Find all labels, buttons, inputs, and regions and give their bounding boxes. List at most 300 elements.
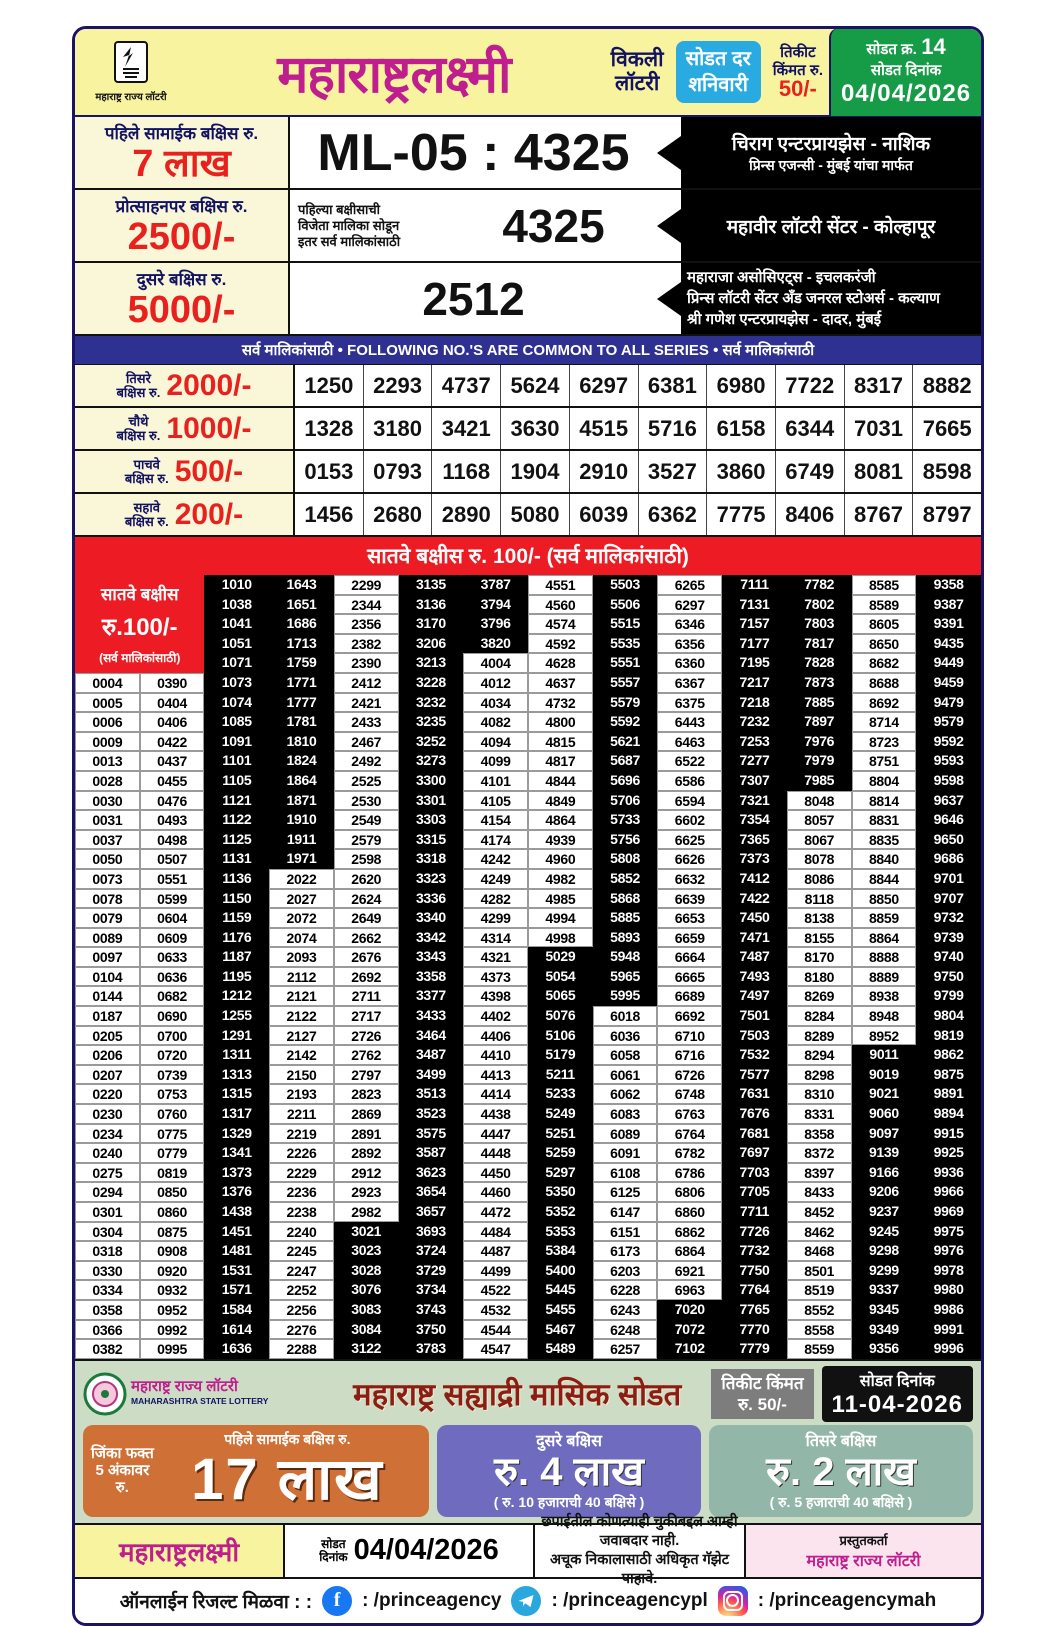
prize-100-number: 7232 bbox=[722, 712, 787, 732]
prize-100-number: 3136 bbox=[399, 595, 464, 615]
prize-100-number: 3023 bbox=[334, 1241, 399, 1261]
prize-100-number: 8269 bbox=[787, 986, 852, 1006]
prize-100-number: 7218 bbox=[722, 693, 787, 713]
prize-100-number: 0507 bbox=[140, 849, 205, 869]
draw-day-box: सोडत दर शनिवारी bbox=[676, 41, 761, 103]
prize-100-number: 7726 bbox=[722, 1222, 787, 1242]
footer-presenter: प्रस्तुतकर्ता महाराष्ट्र राज्य लॉटरी bbox=[746, 1525, 981, 1577]
winning-number: 8797 bbox=[913, 494, 981, 535]
winning-number: 0153 bbox=[295, 451, 364, 492]
prize-100-number: 4849 bbox=[528, 791, 593, 811]
prize-100-number: 5445 bbox=[528, 1280, 593, 1300]
prize-100-number: 8170 bbox=[787, 947, 852, 967]
prize-100-number: 8835 bbox=[852, 830, 917, 850]
prize-100-number: 4450 bbox=[463, 1163, 528, 1183]
online-result-label: ऑनलाईन रिजल्ट मिळवा : : bbox=[119, 1591, 313, 1613]
prize-100-number: 8289 bbox=[787, 1026, 852, 1046]
prize-100-number: 8057 bbox=[787, 810, 852, 830]
common-prize-row bbox=[75, 451, 981, 494]
prize-100-number: 0230 bbox=[75, 1104, 140, 1124]
prize-100-number: 9750 bbox=[916, 967, 981, 987]
prize-100-number: 9976 bbox=[916, 1241, 981, 1261]
prize-100-number: 7828 bbox=[787, 653, 852, 673]
prize-100-number: 4174 bbox=[463, 830, 528, 850]
prize-100-number: 7782 bbox=[787, 575, 852, 595]
prize-100-number: 6257 bbox=[593, 1339, 658, 1359]
lottery-result-sheet bbox=[72, 26, 984, 1626]
prize-100-number: 8751 bbox=[852, 751, 917, 771]
seventh-prize-label: सातवे बक्षीस रु.100/- (सर्व मालिकांसाठी) bbox=[75, 575, 204, 673]
telegram-handle[interactable]: : /princeagencypl bbox=[551, 1589, 708, 1611]
prize-100-number: 1091 bbox=[204, 732, 269, 752]
consolation-prize-number: 4325 bbox=[502, 199, 605, 252]
prize-100-number: 7577 bbox=[722, 1065, 787, 1085]
prize-100-number: 8585 bbox=[852, 575, 917, 595]
prize-100-number: 1643 bbox=[269, 575, 334, 595]
page-title: महाराष्ट्रलक्ष्मी bbox=[277, 45, 511, 104]
prize-100-number: 0952 bbox=[140, 1300, 205, 1320]
prize-100-number: 8850 bbox=[852, 889, 917, 909]
prize-100-number: 7450 bbox=[722, 908, 787, 928]
prize-100-number: 0599 bbox=[140, 889, 205, 909]
prize-100-number: 8397 bbox=[787, 1163, 852, 1183]
prize-100-number: 5557 bbox=[593, 673, 658, 693]
prize-100-number: 6864 bbox=[657, 1241, 722, 1261]
prize-100-number: 5353 bbox=[528, 1222, 593, 1242]
facebook-icon[interactable]: f bbox=[322, 1586, 352, 1616]
prize-100-number: 0404 bbox=[140, 693, 205, 713]
prize-100-number: 4373 bbox=[463, 967, 528, 987]
prize-100-number: 4099 bbox=[463, 751, 528, 771]
prize-100-number: 4982 bbox=[528, 869, 593, 889]
prize-100-number: 1291 bbox=[204, 1026, 269, 1046]
prize-100-number: 8067 bbox=[787, 830, 852, 850]
prize-100-number: 3693 bbox=[399, 1222, 464, 1242]
prize-100-number: 5852 bbox=[593, 869, 658, 889]
prize-100-number: 0006 bbox=[75, 712, 140, 732]
winning-number: 3527 bbox=[639, 451, 708, 492]
prize-100-number: 9593 bbox=[916, 751, 981, 771]
prize-100-number: 2923 bbox=[334, 1182, 399, 1202]
prize-100-number: 0206 bbox=[75, 1045, 140, 1065]
prize-100-number: 0318 bbox=[75, 1241, 140, 1261]
prize-100-number: 1136 bbox=[204, 869, 269, 889]
prize-100-number: 0690 bbox=[140, 1006, 205, 1026]
prize-100-number: 1571 bbox=[204, 1280, 269, 1300]
prize-100-number: 0992 bbox=[140, 1320, 205, 1340]
prize-100-number: 5687 bbox=[593, 751, 658, 771]
prize-100-number: 6665 bbox=[657, 967, 722, 987]
prize-100-number: 4472 bbox=[463, 1202, 528, 1222]
prize-100-number: 9875 bbox=[916, 1065, 981, 1085]
prize-100-number: 5621 bbox=[593, 732, 658, 752]
winning-number: 5716 bbox=[639, 408, 708, 449]
prize-100-number: 4154 bbox=[463, 810, 528, 830]
prize-100-number: 6860 bbox=[657, 1202, 722, 1222]
prize-100-number: 3340 bbox=[399, 908, 464, 928]
prize-100-number: 4105 bbox=[463, 791, 528, 811]
prize-100-number: 9936 bbox=[916, 1163, 981, 1183]
prize-100-number: 8284 bbox=[787, 1006, 852, 1026]
monthly-draw-promo bbox=[75, 1359, 981, 1523]
prize-100-number: 9991 bbox=[916, 1320, 981, 1340]
prize-100-number: 8519 bbox=[787, 1280, 852, 1300]
prize-100-number: 4321 bbox=[463, 947, 528, 967]
prize-100-number: 2579 bbox=[334, 830, 399, 850]
prize-100-number: 8294 bbox=[787, 1045, 852, 1065]
prize-100-number: 6367 bbox=[657, 673, 722, 693]
prize-100-number: 6639 bbox=[657, 889, 722, 909]
prize-100-number: 9021 bbox=[852, 1084, 917, 1104]
prize-100-number: 4499 bbox=[463, 1261, 528, 1281]
prize-100-number: 9986 bbox=[916, 1300, 981, 1320]
prize-100-number: 5868 bbox=[593, 889, 658, 909]
prize-100-number: 8552 bbox=[787, 1300, 852, 1320]
prize-100-number: 7897 bbox=[787, 712, 852, 732]
prize-100-number: 3657 bbox=[399, 1202, 464, 1222]
prize-100-number: 2726 bbox=[334, 1026, 399, 1046]
prize-100-number: 4544 bbox=[463, 1320, 528, 1340]
prize-100-number: 8501 bbox=[787, 1261, 852, 1281]
prize-100-number: 7253 bbox=[722, 732, 787, 752]
prize-100-number: 9245 bbox=[852, 1222, 917, 1242]
prize-100-number: 8864 bbox=[852, 928, 917, 948]
prize-100-number: 2299 bbox=[334, 575, 399, 595]
common-prize-label: पाचवे बक्षिस रु. 500/- bbox=[75, 451, 295, 492]
state-lottery-seal-icon bbox=[83, 1372, 127, 1416]
prize-100-number: 8468 bbox=[787, 1241, 852, 1261]
prize-100-number: 5535 bbox=[593, 634, 658, 654]
prize-100-number: 3654 bbox=[399, 1182, 464, 1202]
prize-100-number: 5885 bbox=[593, 908, 658, 928]
prize-100-number: 1777 bbox=[269, 693, 334, 713]
prize-100-number: 9707 bbox=[916, 889, 981, 909]
prize-100-number: 2692 bbox=[334, 967, 399, 987]
prize-100-number: 1864 bbox=[269, 771, 334, 791]
instagram-icon[interactable] bbox=[718, 1586, 748, 1616]
arrow-left-icon bbox=[657, 209, 681, 243]
prize-100-number: 0920 bbox=[140, 1261, 205, 1281]
prize-100-number: 4460 bbox=[463, 1182, 528, 1202]
prize-100-number: 5579 bbox=[593, 693, 658, 713]
prize-100-number: 1074 bbox=[204, 693, 269, 713]
prize-100-number: 2093 bbox=[269, 947, 334, 967]
prize-100-number: 2620 bbox=[334, 869, 399, 889]
prize-100-number: 4960 bbox=[528, 849, 593, 869]
prize-100-number: 9978 bbox=[916, 1261, 981, 1281]
prize-100-number: 2356 bbox=[334, 614, 399, 634]
prize-100-number: 1810 bbox=[269, 732, 334, 752]
logo-caption: महाराष्ट्र राज्य लॉटरी bbox=[95, 92, 167, 103]
prize-100-number: 9686 bbox=[916, 849, 981, 869]
prize-100-number: 2247 bbox=[269, 1261, 334, 1281]
prize-100-number: 7765 bbox=[722, 1300, 787, 1320]
prize-100-number: 5076 bbox=[528, 1006, 593, 1026]
prize-100-number: 8078 bbox=[787, 849, 852, 869]
prize-100-number: 1051 bbox=[204, 634, 269, 654]
prize-100-number: 9097 bbox=[852, 1124, 917, 1144]
prize-100-number: 4939 bbox=[528, 830, 593, 850]
prize-100-number: 5400 bbox=[528, 1261, 593, 1281]
prize-100-number: 4249 bbox=[463, 869, 528, 889]
prize-100-number: 2219 bbox=[269, 1124, 334, 1144]
prize-100-number: 7354 bbox=[722, 810, 787, 830]
prize-100-number: 4815 bbox=[528, 732, 593, 752]
prize-100-number: 4998 bbox=[528, 928, 593, 948]
prize-100-number: 1614 bbox=[204, 1320, 269, 1340]
prize-100-number: 1159 bbox=[204, 908, 269, 928]
prize-100-number: 0089 bbox=[75, 928, 140, 948]
prize-100-number: 1584 bbox=[204, 1300, 269, 1320]
prize-100-number: 9435 bbox=[916, 634, 981, 654]
prize-100-number: 7365 bbox=[722, 830, 787, 850]
prize-100-number: 0330 bbox=[75, 1261, 140, 1281]
prize-100-number: 5259 bbox=[528, 1143, 593, 1163]
prize-100-number: 0476 bbox=[140, 791, 205, 811]
prize-100-number: 7471 bbox=[722, 928, 787, 948]
prize-100-number: 1187 bbox=[204, 947, 269, 967]
prize-100-number: 7217 bbox=[722, 673, 787, 693]
prize-100-number: 1911 bbox=[269, 830, 334, 850]
prize-100-number: 3170 bbox=[399, 614, 464, 634]
prize-100-number: 0144 bbox=[75, 986, 140, 1006]
prize-100-number: 6265 bbox=[657, 575, 722, 595]
prize-100-number: 6626 bbox=[657, 849, 722, 869]
prize-100-number: 4592 bbox=[528, 634, 593, 654]
prize-100-number: 5706 bbox=[593, 791, 658, 811]
state-lottery-logo bbox=[79, 39, 183, 105]
prize-100-number: 4398 bbox=[463, 986, 528, 1006]
prize-100-number: 7802 bbox=[787, 595, 852, 615]
prize-100-number: 9739 bbox=[916, 928, 981, 948]
prize-100-number: 5965 bbox=[593, 967, 658, 987]
prize-100-number: 0240 bbox=[75, 1143, 140, 1163]
prize-100-number: 0700 bbox=[140, 1026, 205, 1046]
prize-100-number: 7501 bbox=[722, 1006, 787, 1026]
prize-100-number: 0205 bbox=[75, 1026, 140, 1046]
prize-100-number: 8048 bbox=[787, 791, 852, 811]
prize-100-number: 0207 bbox=[75, 1065, 140, 1085]
prize-100-number: 5995 bbox=[593, 986, 658, 1006]
consolation-prize-number-cell bbox=[290, 190, 681, 261]
prize-100-number: 4410 bbox=[463, 1045, 528, 1065]
prize-100-number: 7177 bbox=[722, 634, 787, 654]
prize-100-number: 7985 bbox=[787, 771, 852, 791]
prize-100-number: 5515 bbox=[593, 614, 658, 634]
prize-100-number: 3377 bbox=[399, 986, 464, 1006]
prize-100-number: 8889 bbox=[852, 967, 917, 987]
prize-100-number: 9166 bbox=[852, 1163, 917, 1183]
prize-100-number: 9387 bbox=[916, 595, 981, 615]
prize-100-number: 8688 bbox=[852, 673, 917, 693]
prize-100-number: 2912 bbox=[334, 1163, 399, 1183]
prize-100-number: 4800 bbox=[528, 712, 593, 732]
prize-100-number: 3358 bbox=[399, 967, 464, 987]
winning-number: 8317 bbox=[845, 365, 914, 406]
prize-100-number: 3083 bbox=[334, 1300, 399, 1320]
prize-100-number: 8559 bbox=[787, 1339, 852, 1359]
prize-100-number: 2982 bbox=[334, 1202, 399, 1222]
prize-100-number: 9298 bbox=[852, 1241, 917, 1261]
footer-draw-date: सोडत दिनांक 04/04/2026 bbox=[285, 1525, 535, 1577]
prize-100-number: 3729 bbox=[399, 1261, 464, 1281]
prize-100-number: 3300 bbox=[399, 771, 464, 791]
prize-100-number: 9740 bbox=[916, 947, 981, 967]
prize-100-number: 0932 bbox=[140, 1280, 205, 1300]
prize-100-number: 1317 bbox=[204, 1104, 269, 1124]
prize-100-number: 1212 bbox=[204, 986, 269, 1006]
prize-100-number: 8589 bbox=[852, 595, 917, 615]
prize-100-number: 5893 bbox=[593, 928, 658, 948]
prize-100-number: 3796 bbox=[463, 614, 528, 634]
common-prize-label: सहावे बक्षिस रु. 200/- bbox=[75, 494, 295, 535]
prize-100-number: 3820 bbox=[463, 634, 528, 654]
prize-100-number: 6243 bbox=[593, 1300, 658, 1320]
prize-100-number: 2240 bbox=[269, 1222, 334, 1242]
promo-draw-date: सोडत दिनांक 11-04-2026 bbox=[822, 1366, 973, 1422]
promo-logo bbox=[83, 1372, 323, 1416]
prize-100-number: 0382 bbox=[75, 1339, 140, 1359]
footer bbox=[75, 1513, 981, 1587]
prize-100-number: 6689 bbox=[657, 986, 722, 1006]
prize-100-number: 1313 bbox=[204, 1065, 269, 1085]
prize-100-number: 4314 bbox=[463, 928, 528, 948]
prize-100-number: 2236 bbox=[269, 1182, 334, 1202]
prize-100-number: 1329 bbox=[204, 1124, 269, 1144]
prize-100-number: 6125 bbox=[593, 1182, 658, 1202]
second-prize-label: दुसरे बक्षिस रु. 5000/- bbox=[75, 263, 290, 334]
prize-100-number: 1105 bbox=[204, 771, 269, 791]
prize-100-number: 3734 bbox=[399, 1280, 464, 1300]
prize-100-number: 3315 bbox=[399, 830, 464, 850]
prize-100-number: 7979 bbox=[787, 751, 852, 771]
winning-number: 8767 bbox=[845, 494, 914, 535]
prize-100-number: 1041 bbox=[204, 614, 269, 634]
winning-number: 4515 bbox=[570, 408, 639, 449]
ticket-price: तिकीट किंमत रु. 50/- bbox=[772, 43, 823, 101]
prize-100-number: 1451 bbox=[204, 1222, 269, 1242]
prize-100-number: 9701 bbox=[916, 869, 981, 889]
prize-100-number: 0097 bbox=[75, 947, 140, 967]
prize-100-number: 6748 bbox=[657, 1084, 722, 1104]
prize-100-number: 7976 bbox=[787, 732, 852, 752]
common-prize-label: चौथे बक्षिस रु. 1000/- bbox=[75, 408, 295, 449]
prize-100-number: 0390 bbox=[140, 673, 205, 693]
prize-100-number: 2122 bbox=[269, 1006, 334, 1026]
prize-100-number: 3513 bbox=[399, 1084, 464, 1104]
prize-100-number: 8118 bbox=[787, 889, 852, 909]
prize-100-number: 0366 bbox=[75, 1320, 140, 1340]
facebook-handle[interactable]: : /princeagency bbox=[362, 1589, 502, 1611]
instagram-handle[interactable]: : /princeagencymah bbox=[757, 1589, 937, 1611]
winning-number: 1250 bbox=[295, 365, 364, 406]
prize-100-number: 4864 bbox=[528, 810, 593, 830]
prize-100-number: 9237 bbox=[852, 1202, 917, 1222]
consolation-note: पहिल्या बक्षीसाची विजेता मालिका सोडून इतर सर्व मालिकांसाठी bbox=[298, 201, 401, 249]
prize-100-number: 7817 bbox=[787, 634, 852, 654]
prize-100-number: 6862 bbox=[657, 1222, 722, 1242]
prize-100-number: 6963 bbox=[657, 1280, 722, 1300]
prize-100-number: 4547 bbox=[463, 1339, 528, 1359]
prize-100-number: 0636 bbox=[140, 967, 205, 987]
second-prize-agencies: महाराजा असोसिएट्स - इचलकरंजी प्रिन्स लॉटरी सेंटर अँड जनरल स्टोअर्स - कल्याण श्री गणेश एन्टरप्रायझेस - दादर, मुंबई bbox=[681, 263, 981, 334]
prize-100-number: 7020 bbox=[657, 1300, 722, 1320]
prize-100-number: 5029 bbox=[528, 947, 593, 967]
prize-100-number: 3235 bbox=[399, 712, 464, 732]
prize-100-number: 4522 bbox=[463, 1280, 528, 1300]
first-prize-row bbox=[75, 117, 981, 190]
prize-100-number: 1071 bbox=[204, 653, 269, 673]
prize-100-number: 0078 bbox=[75, 889, 140, 909]
prize-100-number: 3794 bbox=[463, 595, 528, 615]
prize-100-number: 7487 bbox=[722, 947, 787, 967]
prize-100-number: 6089 bbox=[593, 1124, 658, 1144]
winning-number: 3860 bbox=[707, 451, 776, 492]
winning-number: 2680 bbox=[364, 494, 433, 535]
prize-100-number: 4438 bbox=[463, 1104, 528, 1124]
prize-100-number: 6375 bbox=[657, 693, 722, 713]
prize-100-number: 0073 bbox=[75, 869, 140, 889]
prize-100-number: 1122 bbox=[204, 810, 269, 830]
prize-100-number: 7373 bbox=[722, 849, 787, 869]
prize-100-number: 7102 bbox=[657, 1339, 722, 1359]
prize-100-number: 0028 bbox=[75, 771, 140, 791]
prize-100-number: 3252 bbox=[399, 732, 464, 752]
prize-100-number: 0775 bbox=[140, 1124, 205, 1144]
prize-100-number: 0753 bbox=[140, 1084, 205, 1104]
prize-100-number: 6726 bbox=[657, 1065, 722, 1085]
prize-100-number: 5233 bbox=[528, 1084, 593, 1104]
prize-100-number: 3499 bbox=[399, 1065, 464, 1085]
prize-100-number: 9894 bbox=[916, 1104, 981, 1124]
first-prize-label: पहिले सामाईक बक्षिस रु. 7 लाख bbox=[75, 117, 290, 188]
prize-100-number: 8372 bbox=[787, 1143, 852, 1163]
prize-100-number: 9139 bbox=[852, 1143, 917, 1163]
winning-number: 6039 bbox=[570, 494, 639, 535]
prize-100-number: 5352 bbox=[528, 1202, 593, 1222]
winning-number: 7722 bbox=[776, 365, 845, 406]
prize-100-number: 7503 bbox=[722, 1026, 787, 1046]
prize-100-number: 0850 bbox=[140, 1182, 205, 1202]
prize-100-number: 3028 bbox=[334, 1261, 399, 1281]
prize-100-number: 5592 bbox=[593, 712, 658, 732]
prize-100-number: 1481 bbox=[204, 1241, 269, 1261]
prize-100-number: 1438 bbox=[204, 1202, 269, 1222]
prize-100-number: 7703 bbox=[722, 1163, 787, 1183]
prize-100-number: 2717 bbox=[334, 1006, 399, 1026]
prize-100-number: 9459 bbox=[916, 673, 981, 693]
prize-100-number: 7321 bbox=[722, 791, 787, 811]
second-prize-number-cell bbox=[290, 263, 681, 334]
prize-100-number: 2525 bbox=[334, 771, 399, 791]
prize-100-number: 3783 bbox=[399, 1339, 464, 1359]
prize-100-number: 0304 bbox=[75, 1222, 140, 1242]
prize-100-number: 7195 bbox=[722, 653, 787, 673]
prize-100-number: 9592 bbox=[916, 732, 981, 752]
prize-100-number: 6360 bbox=[657, 653, 722, 673]
prize-100-number: 2869 bbox=[334, 1104, 399, 1124]
prize-100-number: 3575 bbox=[399, 1124, 464, 1144]
prize-100-number: 0037 bbox=[75, 830, 140, 850]
telegram-icon[interactable] bbox=[511, 1586, 541, 1616]
prize-100-number: 1315 bbox=[204, 1084, 269, 1104]
prize-100-number: 3122 bbox=[334, 1339, 399, 1359]
prize-100-number: 7681 bbox=[722, 1124, 787, 1144]
prize-100-number: 9011 bbox=[852, 1045, 917, 1065]
prize-100-number: 2823 bbox=[334, 1084, 399, 1104]
winning-number: 7665 bbox=[913, 408, 981, 449]
prize-100-number: 0739 bbox=[140, 1065, 205, 1085]
